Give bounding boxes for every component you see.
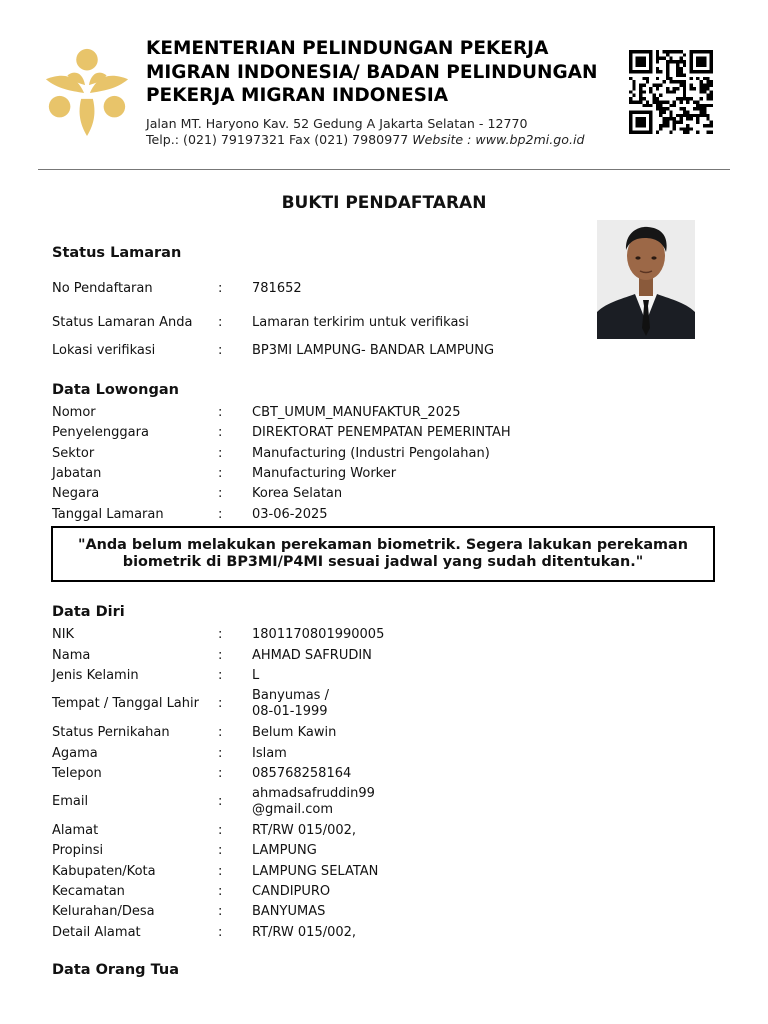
field-label: Telepon — [52, 766, 102, 781]
field-label: Tanggal Lamaran — [52, 507, 164, 522]
section-heading-data-diri: Data Diri — [52, 604, 125, 620]
field-colon: : — [218, 668, 223, 683]
field-colon: : — [218, 864, 223, 879]
field-colon: : — [218, 486, 223, 501]
field-value: BP3MI LAMPUNG- BANDAR LAMPUNG — [252, 343, 495, 358]
document-title: BUKTI PENDAFTARAN — [281, 193, 487, 213]
field-value: 085768258164 — [252, 766, 352, 781]
field-value: AHMAD SAFRUDIN — [252, 648, 372, 663]
organization-name — [146, 37, 616, 108]
field-label: Alamat — [52, 823, 99, 838]
field-colon: : — [218, 648, 223, 663]
section-heading-status-lamaran: Status Lamaran — [52, 245, 182, 261]
field-value: DIREKTORAT PENEMPATAN PEMERINTAH — [252, 425, 511, 440]
field-colon: : — [218, 405, 223, 420]
field-label: Penyelenggara — [52, 425, 149, 440]
org-line-1: KEMENTERIAN PELINDUNGAN PEKERJA — [146, 38, 549, 59]
field-colon: : — [218, 725, 223, 740]
field-colon: : — [218, 794, 223, 809]
field-value: CBT_UMUM_MANUFAKTUR_2025 — [252, 405, 461, 420]
field-label: No Pendaftaran — [52, 281, 153, 296]
field-colon: : — [218, 843, 223, 858]
org-line-2: MIGRAN INDONESIA/ BADAN PELINDUNGAN — [146, 61, 598, 83]
field-label: Status Lamaran Anda — [52, 315, 193, 330]
field-label: Lokasi verifikasi — [52, 343, 156, 358]
field-label: Kecamatan — [52, 884, 125, 899]
field-label: Kelurahan/Desa — [52, 904, 155, 919]
field-colon: : — [218, 315, 223, 330]
field-label: Propinsi — [52, 843, 104, 858]
biometric-notice — [51, 526, 715, 582]
bp2mi-logo — [38, 46, 136, 136]
field-value: Islam — [252, 746, 287, 761]
field-value: L — [252, 668, 260, 683]
address-block — [146, 116, 585, 148]
field-value: RT/RW 015/002, — [252, 925, 357, 940]
field-colon: : — [218, 466, 223, 481]
field-label: Sektor — [52, 446, 95, 461]
field-value-line-1: ahmadsafruddin99 — [252, 786, 375, 801]
field-value-line-2: 08-01-1999 — [252, 704, 328, 719]
field-colon: : — [218, 696, 223, 711]
field-label: Status Pernikahan — [52, 725, 170, 740]
field-value: 781652 — [252, 281, 302, 296]
section-heading-data-orang-tua: Data Orang Tua — [52, 962, 180, 978]
field-label: Nama — [52, 648, 91, 663]
field-colon: : — [218, 746, 223, 761]
website-text: Website : www.bp2mi.go.id — [412, 132, 585, 147]
field-value-line-2: @gmail.com — [252, 802, 334, 817]
notice-line-2: biometrik di BP3MI/P4MI sesuai jadwal yang sudah ditentukan." — [122, 554, 644, 570]
field-value — [252, 786, 375, 818]
field-value: BANYUMAS — [252, 904, 326, 919]
field-value: Belum Kawin — [252, 725, 337, 740]
qr-code — [626, 50, 716, 134]
field-colon: : — [218, 507, 223, 522]
field-colon: : — [218, 281, 223, 296]
field-value — [252, 688, 329, 720]
field-label: Tempat / Tanggal Lahir — [52, 696, 199, 711]
field-colon: : — [218, 823, 223, 838]
field-label: NIK — [52, 627, 75, 642]
org-line-3: PEKERJA MIGRAN INDONESIA — [146, 85, 449, 106]
field-label: Jabatan — [52, 466, 102, 481]
section-heading-data-lowongan: Data Lowongan — [52, 382, 179, 398]
field-colon: : — [218, 925, 223, 940]
field-label: Nomor — [52, 405, 96, 420]
field-value: 1801170801990005 — [252, 627, 385, 642]
field-value: LAMPUNG SELATAN — [252, 864, 379, 879]
field-value: Lamaran terkirim untuk verifikasi — [252, 315, 469, 330]
field-value: Manufacturing Worker — [252, 466, 397, 481]
field-value: RT/RW 015/002, — [252, 823, 357, 838]
applicant-photo — [597, 220, 695, 339]
contact-phone-fax: Telp.: (021) 79197321 Fax (021) 7980977 — [146, 132, 413, 147]
field-label: Kabupaten/Kota — [52, 864, 156, 879]
field-colon: : — [218, 627, 223, 642]
notice-line-1: "Anda belum melakukan perekaman biometrik. Segera lakukan perekaman — [77, 537, 689, 553]
field-value: Korea Selatan — [252, 486, 343, 501]
contact-line — [146, 132, 585, 148]
field-colon: : — [218, 343, 223, 358]
field-colon: : — [218, 904, 223, 919]
field-label: Negara — [52, 486, 100, 501]
field-value-line-1: Banyumas / — [252, 688, 329, 703]
field-value: LAMPUNG — [252, 843, 317, 858]
field-value: Manufacturing (Industri Pengolahan) — [252, 446, 490, 461]
field-label: Agama — [52, 746, 98, 761]
field-value: CANDIPURO — [252, 884, 331, 899]
field-label: Email — [52, 794, 89, 809]
field-colon: : — [218, 766, 223, 781]
field-colon: : — [218, 884, 223, 899]
field-label: Detail Alamat — [52, 925, 141, 940]
header-divider — [38, 169, 730, 170]
field-value: 03-06-2025 — [252, 507, 328, 522]
field-colon: : — [218, 425, 223, 440]
field-label: Jenis Kelamin — [52, 668, 139, 683]
address-line: Jalan MT. Haryono Kav. 52 Gedung A Jakarta Selatan - 12770 — [146, 116, 528, 131]
field-colon: : — [218, 446, 223, 461]
